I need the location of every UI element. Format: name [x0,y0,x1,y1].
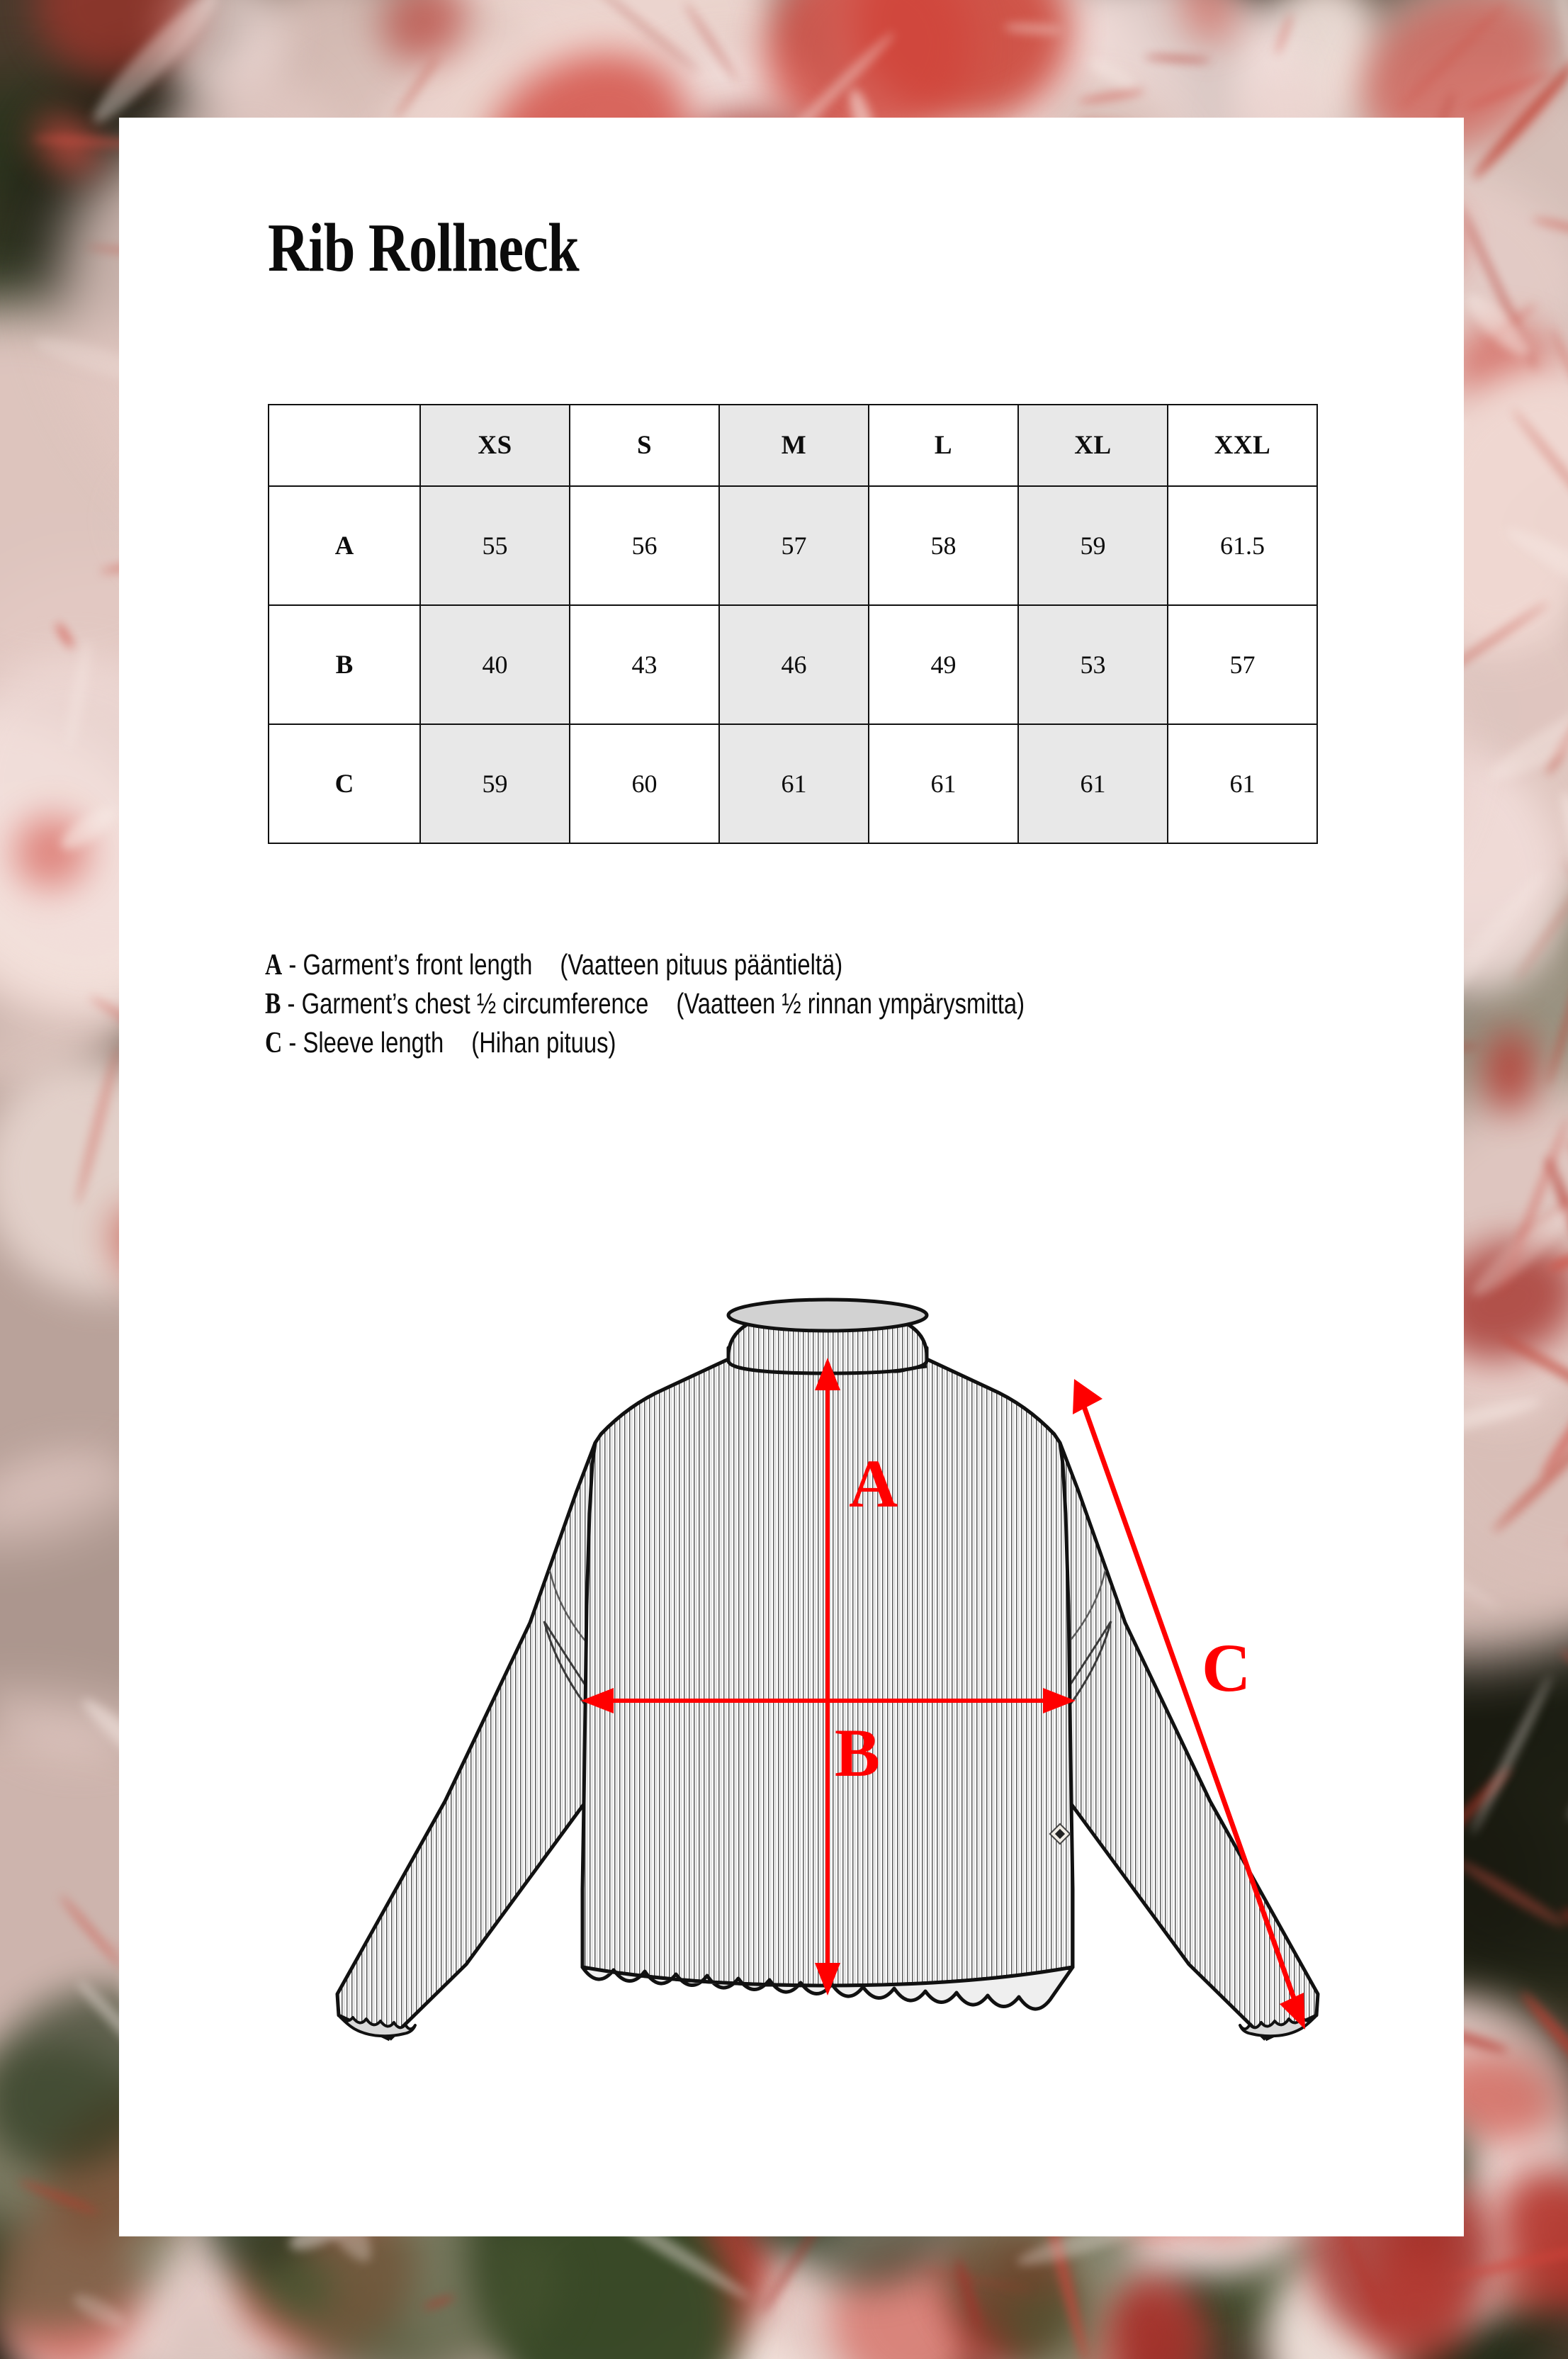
legend-dash-c: - [288,1026,297,1059]
measure-label-a: A [849,1446,898,1521]
row-label-a: A [269,486,420,605]
cell-a-xs: 55 [420,486,570,605]
cell-a-s: 56 [570,486,719,605]
legend-line-b [265,984,1025,1023]
cell-a-xxl: 61.5 [1168,486,1317,605]
column-header-xl: XL [1018,405,1168,486]
table-header-row [269,405,1317,486]
cell-b-l: 49 [869,605,1018,724]
table-corner-cell [269,405,420,486]
cell-b-xl: 53 [1018,605,1168,724]
legend-dash-b: - [287,987,295,1020]
cell-c-l: 61 [869,724,1018,843]
row-label-b: B [269,605,420,724]
column-header-xxl: XXL [1168,405,1317,486]
left-sleeve [337,1443,595,2039]
column-header-l: L [869,405,1018,486]
measure-label-b: B [835,1715,881,1791]
table-row [269,605,1317,724]
legend-finnish-c: (Hihan pituus) [471,1026,616,1059]
cell-c-xl: 61 [1018,724,1168,843]
cell-b-m: 46 [719,605,869,724]
legend-key-a: A [265,949,283,981]
legend-finnish-a: (Vaatteen pituus pääntieltä) [560,948,843,981]
column-header-xs: XS [420,405,570,486]
cell-c-s: 60 [570,724,719,843]
garment-illustration [232,1209,1352,2130]
cell-b-xxl: 57 [1168,605,1317,724]
legend-finnish-b: (Vaatteen ½ rinnan ympärysmitta) [676,987,1025,1020]
cell-a-m: 57 [719,486,869,605]
legend-key-b: B [265,988,281,1020]
cell-c-xxl: 61 [1168,724,1317,843]
legend-line-a [265,945,1025,984]
cell-b-xs: 40 [420,605,570,724]
legend-english-b: Garment’s chest ½ circumference [301,987,649,1020]
cell-a-l: 58 [869,486,1018,605]
page-title: Rib Rollneck [268,210,579,286]
size-guide-card [119,118,1464,2236]
cell-c-m: 61 [719,724,869,843]
legend-english-a: Garment’s front length [303,948,533,981]
table-row [269,486,1317,605]
cell-b-s: 43 [570,605,719,724]
row-label-c: C [269,724,420,843]
column-header-m: M [719,405,869,486]
measurement-legend [265,945,1214,1062]
legend-line-c [265,1023,1025,1062]
legend-dash-a: - [288,948,297,981]
cell-c-xs: 59 [420,724,570,843]
size-chart-table [268,404,1318,844]
cell-a-xl: 59 [1018,486,1168,605]
legend-english-c: Sleeve length [303,1026,444,1059]
table-row [269,724,1317,843]
column-header-s: S [570,405,719,486]
measure-label-c: C [1202,1630,1251,1706]
legend-key-c: C [265,1027,283,1059]
